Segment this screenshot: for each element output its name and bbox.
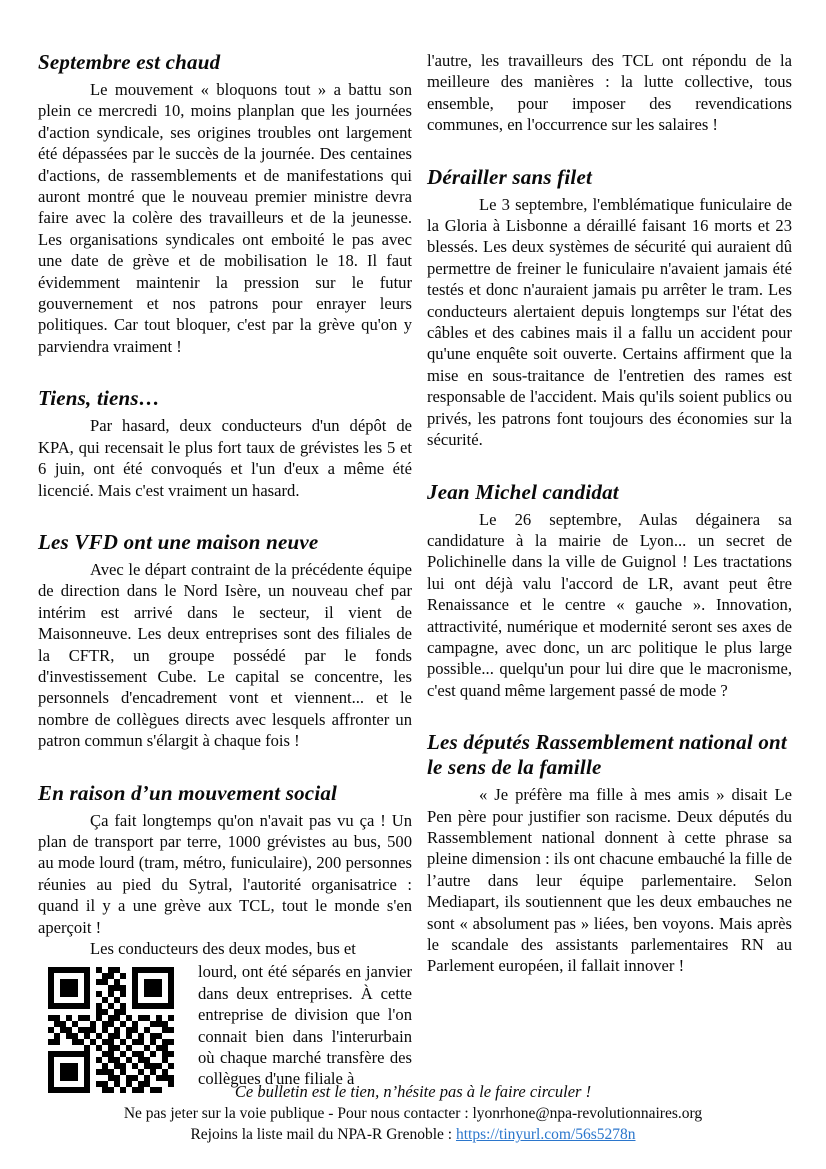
article-paragraph: Le 3 septembre, l'emblématique funiculaire de la Gloria à Lisbonne a déraillé faisant 16 morts et 23 blessés. Les deux systèmes de sécurité qui auraient dû permettre de freiner le funiculaire n'avaient jamais été testés et donc n'auraient jamais pu arrêter le tram. Les conducteurs alertaient depuis longtemps sur l'état des câbles et des cabines mais il a fallu un accident pour qu'une enquête soit ouverte. Certains affirment que la mise en sous-traitance de l'entretien des rames est responsable de l'accident. Mais qu'ils soient publics ou privés, les patrons font toujours des économies sur la sécurité. [427,194,792,450]
article-title: Dérailler sans filet [427,164,592,189]
article-paragraph: « Je préfère ma fille à mes amis » disait Le Pen père pour justifier son racisme. Deux députés du Rassemblement national donnent à cette phrase sa pleine dimension : ils ont chacune embauché la fille de l’autre dans leur équipe parlementaire. Selon Mediapart, ils soutiennent que les deux embauches ne sont « absolument pas » liées, ben voyons. Mais après le scandale des assistants parlementaires RN au Parlement européen, il fallait innover ! [427,785,792,976]
right-column [427,50,792,1095]
qr-text-wrap [38,961,412,1095]
article-mouvement-continuation [427,50,792,136]
article-title: Jean Michel candidat [427,479,619,504]
article-title: Septembre est chaud [38,50,221,74]
left-column [38,50,412,1095]
mailing-list-link[interactable]: https://tinyurl.com/56s5278n [455,1126,636,1143]
footer-contact: Ne pas jeter sur la voie publique - Pour nous contacter : lyonrhone@npa-revolutionnaires.org [123,1105,703,1122]
article-paragraph: lourd, ont été séparés en janvier dans deux entreprises. À cette entreprise de division que l'on connait bien dans l'interurbain où chaque marché transfère des collègues d'une filiale à [198,962,412,1089]
qr-code [48,967,174,1093]
article-jean-michel [427,480,792,702]
article-derailler [427,165,792,451]
article-tiens [38,386,412,501]
article-title: En raison d’un mouvement social [38,780,338,805]
two-column-layout [38,50,792,1095]
article-paragraph: l'autre, les travailleurs des TCL ont répondu de la meilleure des manières : la lutte collective, tous ensemble, pour imposer des revendications communes, en l'occurrence sur les salaires ! [427,51,792,135]
article-paragraph: Avec le départ contraint de la précédente équipe de direction dans le Nord Isère, un nouveau chef par intérim est arrivé dans le secteur, il vient de Maisonneuve. Les deux entreprises sont des filiales de la CFTR, un groupe possédé par le fonds d'investissement Cube. Le capital se concentre, les personnels d'encadrement vont et viennent... et le nombre de collègues directs avec lesquels affronter un patron commun s'élargit à chaque fois ! [38,559,412,751]
article-paragraph: Le mouvement « bloquons tout » a battu son plein ce mercredi 10, moins planplan que les journées d'action syndicale, ses origines troubles ont largement été dépassées par le succès de la journée. Des centaines d'actions, de rassemblements et de manifestations qui auront montré que le nouveau premier ministre devra faire avec la colère des travailleurs et de la jeunesse. Les organisations syndicales ont emboité le pas avec une date de grève et de mobilisation le 18. Il faut évidemment maintenir la pression sur le futur gouvernement et nos patrons pour enrayer leurs politiques. Car tout bloquer, c'est par la grève qu'on y parviendra vraiment ! [38,80,412,356]
article-mouvement [38,781,412,1096]
article-vfd [38,530,412,752]
footer-slogan: Ce bulletin est le tien, n’hésite pas à le faire circuler ! [234,1082,592,1101]
footer-mailing-list [0,1124,826,1145]
article-title: Tiens, tiens… [38,386,160,411]
footer-mailing-list-label: Rejoins la liste mail du NPA-R Grenoble : [190,1126,456,1143]
article-septembre [38,50,412,357]
article-title: Les VFD ont une maison neuve [38,529,319,554]
article-paragraph: Par hasard, deux conducteurs d'un dépôt de KPA, qui recensait le plus fort taux de grévistes les 5 et 6 juin, ont été convoqués et l'un d'eux a même été licencié. Mais c'est vraiment un hasard. [38,416,412,500]
article-paragraph: Les conducteurs des deux modes, bus et [90,939,356,958]
article-title: Les députés Rassemblement national ont le sens de la famille [427,730,787,780]
article-rn [427,730,792,977]
footer [0,1081,826,1145]
article-paragraph: Le 26 septembre, Aulas dégainera sa candidature à la mairie de Lyon... un secret de Polichinelle dans la ville de Guignol ! Les tractations lui ont déjà valu l'accord de LR, avant peut être Renaissance et le centre « gauche ». Innovation, attractivité, numérique et modernité seront ses axes de campagne, avec donc, un arc politique le plus large possible... quelqu'un pour lui dire que le macronisme, c'est quand même largement passé de mode ? [427,509,792,700]
article-paragraph: Ça fait longtemps qu'on n'avait pas vu ça ! Un plan de transport par terre, 1000 grévistes au bus, 500 au mode lourd (tram, métro, funiculaire), 200 personnes réunies au pied du Sytral, l'autorité organisatrice : quand il y a une grève aux TCL, tout le monde s'en aperçoit ! [38,810,412,937]
